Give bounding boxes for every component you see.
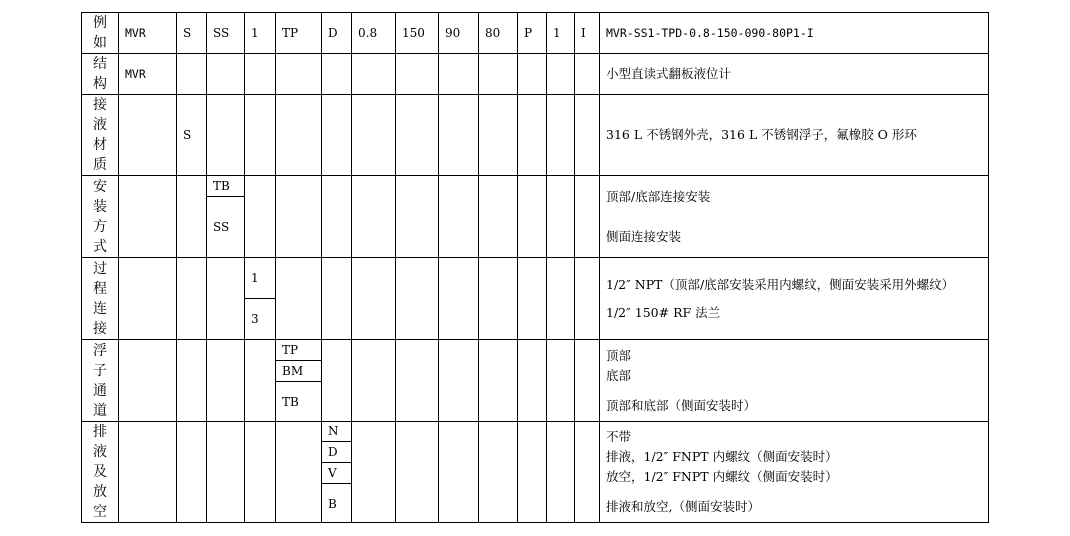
process-desc: [600, 258, 989, 340]
drain-code-b: B: [328, 496, 337, 511]
drain-code-v: V: [322, 463, 351, 484]
drain-desc-v: 放空，1/2″ FNPT 内螺纹（侧面安装时）: [606, 469, 838, 484]
mounting-desc-ss: 侧面连接安装: [606, 228, 682, 244]
structure-row: [82, 54, 989, 95]
float-desc-tb: 顶部和底部（侧面安装时）: [606, 397, 757, 413]
model-selection-table: [81, 12, 989, 523]
drain-code-n: N: [322, 422, 351, 442]
mounting-desc: [600, 176, 989, 258]
example-cell-mounting: SS: [207, 13, 245, 54]
example-cell-13: I: [575, 13, 600, 54]
mounting-desc-tb: 顶部/底部连接安装: [606, 188, 711, 204]
drain-desc-n: 不带: [606, 429, 632, 444]
example-cell-float: TP: [276, 13, 322, 54]
drain-desc-b: 排液和放空,（侧面安装时）: [606, 499, 760, 514]
example-cell-process: 1: [245, 13, 276, 54]
float-code-tp: TP: [276, 340, 321, 361]
mounting-label: 安 装 方 式: [82, 176, 119, 258]
example-cell-drain: D: [322, 13, 352, 54]
mounting-code-tb: TB: [207, 176, 244, 197]
example-cell-series: MVR: [119, 13, 177, 54]
example-cell-12: 1: [547, 13, 575, 54]
drain-row: [82, 422, 989, 523]
material-label: 接 液 材 质: [82, 95, 119, 176]
float-desc: [600, 340, 989, 422]
drain-label: 排 液 及 放 空: [82, 422, 119, 523]
material-row: [82, 95, 989, 176]
example-cell-7: 0.8: [352, 13, 396, 54]
mounting-row: [82, 176, 989, 258]
process-code-3: 3: [251, 312, 259, 326]
example-cell-11: P: [518, 13, 547, 54]
process-desc-npt: 1/2″ NPT（顶部/底部安装采用内螺纹，侧面安装采用外螺纹）: [606, 276, 955, 292]
example-label: 例 如: [82, 13, 119, 54]
float-desc-bm: 底部: [606, 367, 632, 383]
float-code-bm: BM: [276, 361, 321, 382]
process-row: [82, 258, 989, 340]
process-desc-flange: 1/2″ 150# RF 法兰: [606, 304, 721, 320]
structure-desc: 小型直读式翻板液位计: [600, 54, 989, 95]
float-desc-tp: 顶部: [606, 347, 632, 363]
drain-code-d: D: [322, 442, 351, 463]
example-cell-10: 80: [479, 13, 518, 54]
material-desc: 316 L 不锈钢外壳，316 L 不锈钢浮子，氟橡胶 O 形环: [600, 95, 989, 176]
mounting-codes: [207, 176, 245, 258]
float-code-tb: TB: [282, 394, 299, 409]
drain-desc: [600, 422, 989, 523]
structure-code: MVR: [119, 54, 177, 95]
float-row: [82, 340, 989, 422]
example-model-number: MVR-SS1-TPD-0.8-150-090-80P1-I: [600, 13, 989, 54]
process-codes: [245, 258, 276, 340]
structure-label: 结 构: [82, 54, 119, 95]
mounting-code-ss: SS: [213, 220, 230, 234]
example-cell-9: 90: [439, 13, 479, 54]
drain-codes: [322, 422, 352, 523]
drain-desc-d: 排液，1/2″ FNPT 内螺纹（侧面安装时）: [606, 449, 838, 464]
process-code-1: 1: [245, 258, 275, 299]
example-row: [82, 13, 989, 54]
process-label: 过 程 连 接: [82, 258, 119, 340]
material-code: S: [177, 95, 207, 176]
example-cell-8: 150: [396, 13, 439, 54]
float-codes: [276, 340, 322, 422]
example-cell-material: S: [177, 13, 207, 54]
float-label: 浮 子 通 道: [82, 340, 119, 422]
